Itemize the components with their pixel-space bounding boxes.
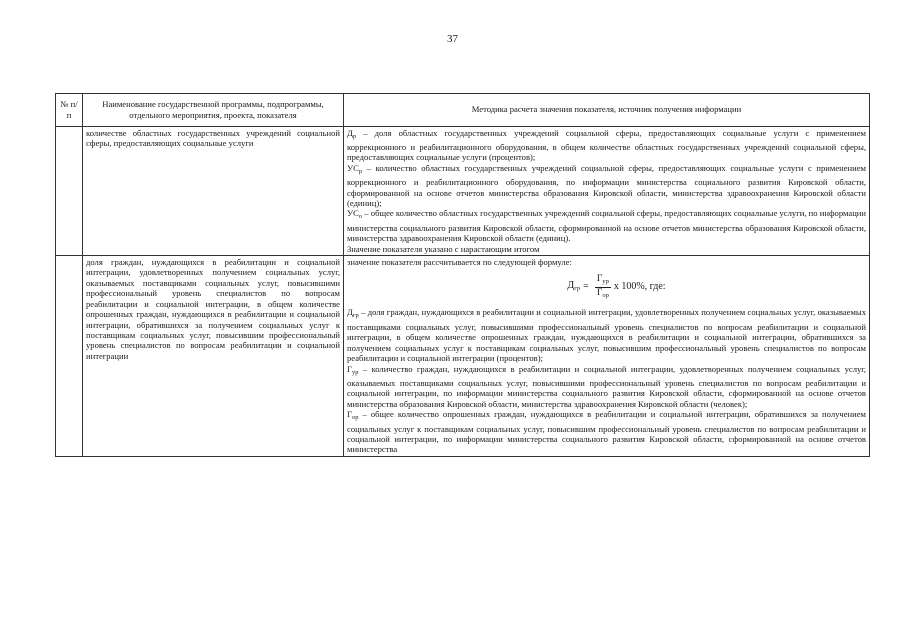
row1-method <box>344 126 870 255</box>
formula-tail: x 100%, где: <box>613 281 666 293</box>
header-name: Наименование государственной программы, подпрограммы, отдельного мероприятия, проекта, показателя <box>83 94 344 127</box>
formula <box>367 267 866 307</box>
formula-lhs: $Д_{гр}$ <box>567 279 581 292</box>
row1-note: Значение показателя указано с нарастающим итогом <box>347 243 540 254</box>
formula-fraction: $\frac{Г_{ур}}{Г_{ор}}$ <box>596 273 609 299</box>
table-row <box>56 256 870 457</box>
header-method: Методика расчета значения показателя, источник получения информации <box>344 94 870 127</box>
indicator-table <box>55 93 870 457</box>
row1-def-0: $Д_р$ – доля областных государственных учреждений социальной сферы, предоставляющих социальные услуги с применением коррекционного и реабилитационного оборудования, в общем количестве областных государственных учреждений социальной сферы, предоставляющих социальные услуги (процентов); <box>347 127 866 163</box>
row2-intro: значение показателя рассчитывается по следующей формуле: <box>347 257 572 268</box>
row2-num <box>56 256 83 457</box>
row2-def-0: $Д_{гр}$ – доля граждан, нуждающихся в реабилитации и социальной интеграции, удовлетворенных получением социальных услуг, оказываемых поставщиками социальных услуг, повысившими профессиональный уровень специалистов по вопросам реабилитации и социальной интеграции, в общем количестве опрошенных граждан, нуждающихся в реабилитации и социальной интеграции, обратившихся за получением социальных услуг к поставщикам социальных услуг, повысившим профессиональный уровень специалистов по вопросам реабилитации и социальной интеграции (процентов); <box>347 307 866 364</box>
table-row <box>56 126 870 255</box>
table-header-row <box>56 94 870 127</box>
row2-def-2: $Г_{ор}$ – общее количество опрошенных граждан, нуждающихся в реабилитации и социальной интеграции, обратившихся за получением социальных услуг к поставщикам социальных услуг, повысившим профессиональный уровень специалистов по вопросам реабилитации и социальной интеграции, по информации министерства социального развития Кировской области, сформированной на основе отчетов министерства <box>347 409 866 455</box>
row2-name: доля граждан, нуждающихся в реабилитации и социальной интеграции, удовлетворенных получением социальных услуг, оказываемых поставщиками социальных услуг, повысившими профессиональный уровень специалистов по вопросам реабилитации и социальной интеграции, в общем количестве опрошенных граждан, нуждающихся в реабилитации и социальной интеграции, обратившихся за получением социальных услуг к поставщикам социальных услуг, повысившим профессиональный уровень специалистов по вопросам реабилитации и социальной интеграции <box>83 256 344 457</box>
row1-def-1: $УС_р$ – количество областных государственных учреждений социальной сферы, предоставляющих социальные услуги с применением коррекционного и реабилитационного оборудования, по информации министерства социального развития Кировской области, сформированной на основе отчетов министерства образования Кировской области, министерства здравоохранения Кировской области (единиц); <box>347 162 866 209</box>
row2-method <box>344 256 870 457</box>
row1-name: количестве областных государственных учреждений социальной сферы, предоставляющих социальные услуги <box>83 126 344 255</box>
page-number: 37 <box>447 33 458 45</box>
row1-def-2: $УС_о$ – общее количество областных государственных учреждений социальной сферы, предоставляющих социальные услуги, по информации министерства социального развития Кировской области, сформированной на основе отчетов министерства образования Кировской области, министерства здравоохранения Кировской области (единиц). <box>347 208 866 244</box>
formula-eq: = <box>583 281 589 293</box>
row1-num <box>56 126 83 255</box>
row2-def-1: $Г_{ур}$ – количество граждан, нуждающихся в реабилитации и социальной интеграции, удовлетворенных получением социальных услуг, оказываемых поставщиками социальных услуг, повысившими профессиональный уровень специалистов по вопросам реабилитации и социальной интеграции, по информации министерства социального развития Кировской области, сформированной на основе отчетов министерства образования Кировской области, министерства здравоохранения Кировской области (человек); <box>347 363 866 409</box>
header-num: № п/п <box>56 94 83 127</box>
